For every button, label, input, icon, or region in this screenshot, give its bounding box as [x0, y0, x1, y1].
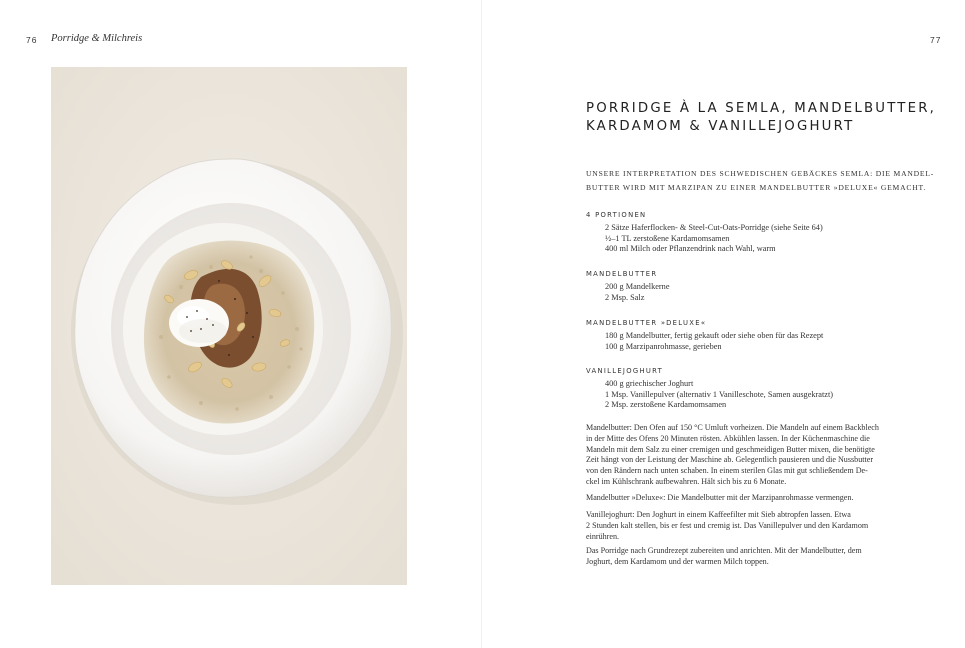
- paragraph-line: Mandelbutter: Den Ofen auf 150 °C Umluft vorheizen. Die Mandeln auf einem Backblech: [586, 423, 879, 432]
- right-page: [482, 0, 965, 648]
- paragraph-line: von den Rändern nach unten schaben. In einem sterilen Glas mit gut schließendem De-: [586, 466, 868, 476]
- recipe-title-line: KARDAMOM & VANILLEJOGHURT: [586, 119, 855, 134]
- paragraph-line: Mandeln mit dem Salz zu einer cremigen und geschmeidigen Butter mixen, die benötigte: [586, 444, 875, 454]
- ingredient-line: 2 Sätze Haferflocken- & Steel-Cut-Oats-Porridge (siehe Seite 64): [605, 223, 823, 232]
- ingredient-section-mandelbutter: [586, 270, 916, 303]
- paragraph-line: Joghurt, dem Kardamom und der warmen Milch toppen.: [586, 556, 769, 566]
- ingredient-line: 400 ml Milch oder Pflanzendrink nach Wahl, warm: [605, 244, 776, 254]
- paragraph-line: in der Mitte des Ofens 20 Minuten rösten. Abkühlen lassen. In der Küchenmaschine die: [586, 433, 870, 443]
- recipe-intro: [586, 167, 935, 195]
- ingredient-line: 180 g Mandelbutter, fertig gekauft oder siehe oben für das Rezept: [605, 331, 824, 340]
- recipe-title-line: PORRIDGE À LA SEMLA, MANDELBUTTER,: [586, 101, 937, 116]
- ingredient-section-portions: [586, 211, 916, 255]
- method-paragraph-deluxe: [586, 493, 916, 504]
- ingredient-line: 2 Msp. zerstoßene Kardamomsamen: [605, 400, 727, 410]
- section-heading: VANILLEJOGHURT: [586, 367, 664, 375]
- intro-line: UNSERE INTERPRETATION DES SCHWEDISCHEN GEBÄCKES SEMLA: DIE MANDEL-: [586, 169, 935, 178]
- paragraph-line: ckel im Kühlschrank aufbewahren. Hält sich bis zu 6 Monate.: [586, 476, 787, 486]
- ingredient-line: 2 Msp. Salz: [605, 292, 645, 302]
- paragraph-line: einrühren.: [586, 531, 620, 541]
- page-number-left: 76: [26, 35, 38, 45]
- food-photo: [51, 67, 407, 585]
- ingredient-line: 200 g Mandelkerne: [605, 282, 670, 291]
- section-heading: MANDELBUTTER »DELUXE«: [586, 319, 707, 327]
- method-paragraph-serving: [586, 546, 916, 568]
- recipe-title: [586, 100, 946, 136]
- section-heading: MANDELBUTTER: [586, 270, 658, 278]
- intro-line: BUTTER WIRD MIT MARZIPAN ZU EINER MANDELBUTTER »DELUXE« GEMACHT.: [586, 183, 927, 192]
- method-paragraph-mandelbutter: [586, 423, 916, 488]
- page-number-right: 77: [930, 35, 942, 45]
- ingredient-line: 100 g Marzipanrohmasse, gerieben: [605, 341, 722, 351]
- method-paragraph-vanillejoghurt: [586, 510, 916, 542]
- paragraph-line: 2 Stunden kalt stellen, bis er fest und cremig ist. Das Vanillepulver und den Kardamom: [586, 520, 869, 530]
- left-page: [0, 0, 482, 648]
- paragraph-line: Vanillejoghurt: Den Joghurt in einem Kaffeefilter mit Sieb abtropfen lassen. Etwa: [586, 510, 851, 519]
- ingredient-line: ½–1 TL zerstoßene Kardamomsamen: [605, 233, 730, 243]
- ingredient-section-deluxe: [586, 319, 916, 352]
- paragraph-line: Mandelbutter »Deluxe«: Die Mandelbutter mit der Marzipanrohmasse vermengen.: [586, 493, 854, 502]
- ingredient-line: 1 Msp. Vanillepulver (alternativ 1 Vanilleschote, Samen ausgekratzt): [605, 389, 834, 399]
- section-heading: 4 PORTIONEN: [586, 211, 647, 219]
- paragraph-line: Das Porridge nach Grundrezept zubereiten und anrichten. Mit der Mandelbutter, dem: [586, 546, 862, 555]
- ingredient-section-vanillejoghurt: [586, 367, 916, 411]
- paragraph-line: Zeit hängt von der Leistung der Maschine ab. Gelegentlich pausieren und die Nussbutter: [586, 455, 874, 465]
- porridge-plate-illustration: [51, 67, 407, 585]
- ingredient-line: 400 g griechischer Joghurt: [605, 379, 694, 388]
- running-head: Porridge & Milchreis: [51, 33, 143, 44]
